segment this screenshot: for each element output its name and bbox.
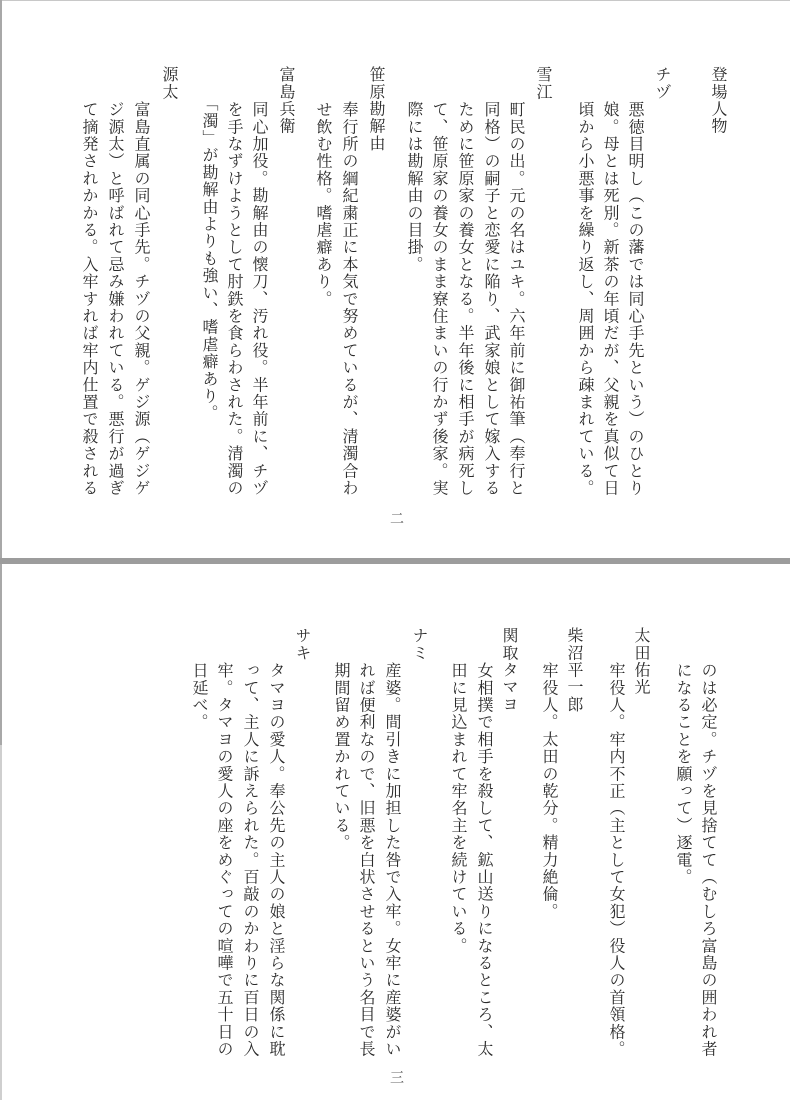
character-description: って、主人に訴えられた。百敲のかわりに百日の入 xyxy=(241,662,260,1058)
character-description: 際には勘解由の目掛。 xyxy=(405,101,424,273)
character-description: 頃から小悪事を繰り返し、周囲から疎まれている。 xyxy=(576,101,595,497)
character-description: 娘。母とは死別。新茶の年頃だが、父親を真似て日 xyxy=(601,101,620,497)
character-description: 富島直属の同心手先。チヅの父親。ゲジ源（ゲジゲ xyxy=(132,101,151,497)
character-name: チヅ xyxy=(653,66,672,101)
character-name: 源太 xyxy=(160,66,179,101)
character-description: 牢役人。太田の乾分。精力絶倫。 xyxy=(540,662,559,920)
character-name: サキ xyxy=(293,627,312,662)
character-description: のは必定。チヅを見捨てて（むしろ富島の囲われ者 xyxy=(699,662,718,1058)
page-number: 二 xyxy=(388,511,404,525)
character-description: 悪徳目明し（この藩では同心手先という）のひとり xyxy=(626,101,645,497)
character-description: タマヨの愛人。奉公先の主人の娘と淫らな関係に耽 xyxy=(267,662,286,1058)
section-title: 登場人物 xyxy=(709,66,728,135)
page-number: 三 xyxy=(388,1070,404,1084)
character-description: ために笹原家の養女となる。半年後に相手が病死し xyxy=(456,101,475,497)
character-name: 関取タマヨ xyxy=(500,627,519,713)
character-name: 笹原勘解由 xyxy=(367,66,386,152)
character-name: 柴沼平一郎 xyxy=(565,627,584,713)
character-description: 日延べ。 xyxy=(190,662,209,731)
character-description: 奉行所の綱紀粛正に本気で努めているが、清濁合わ xyxy=(340,101,359,497)
character-description: て、笹原家の養女のまま寮住まいの行かず後家。実 xyxy=(430,101,449,497)
character-name: 太田佑光 xyxy=(632,627,651,696)
character-name: 雪江 xyxy=(534,66,553,101)
character-description: 同心加役。勘解由の懐刀、汚れ役。半年前に、チヅ xyxy=(250,101,269,497)
character-description: 田に見込まれて牢名主を続けている。 xyxy=(449,662,468,955)
page-3 xyxy=(2,564,790,1100)
character-description: 女相撲で相手を殺して、鉱山送りになるところ、太 xyxy=(475,662,494,1058)
character-description: を手なずけようとして肘鉄を食らわされた。清濁の xyxy=(225,101,244,497)
character-description: 同格）の嗣子と恋愛に陥り、武家娘として嫁入する xyxy=(482,101,501,497)
character-description: ジ源太）と呼ばれて忌み嫌われている。悪行が過ぎ xyxy=(106,101,125,497)
page-2 xyxy=(2,0,790,559)
character-description: れば便利なので、旧悪を白状させるという名目で長 xyxy=(357,662,376,1058)
character-description: て摘発されかかる。入牢すれば牢内仕置で殺される xyxy=(80,101,99,497)
character-name: ナミ xyxy=(410,627,429,662)
character-description: 産婆。間引きに加担した咎で入牢。女牢に産婆がい xyxy=(383,662,402,1058)
character-description: せ飲む性格。嗜虐癖あり。 xyxy=(314,101,333,308)
character-name: 富島兵衛 xyxy=(277,66,296,135)
character-description: 牢役人。牢内不正（主として女犯）役人の首領格。 xyxy=(607,662,626,1058)
character-description: になることを願って）逐電。 xyxy=(674,662,693,886)
character-description: 牢。タマヨの愛人の座をめぐっての喧嘩で五十日の xyxy=(215,662,234,1058)
character-description: 町民の出。元の名はユキ。六年前に御祐筆（奉行と xyxy=(507,101,526,497)
character-description: 期間留め置かれている。 xyxy=(332,662,351,852)
character-description: 「濁」が勘解由よりも強い、嗜虐癖あり。 xyxy=(200,95,219,422)
